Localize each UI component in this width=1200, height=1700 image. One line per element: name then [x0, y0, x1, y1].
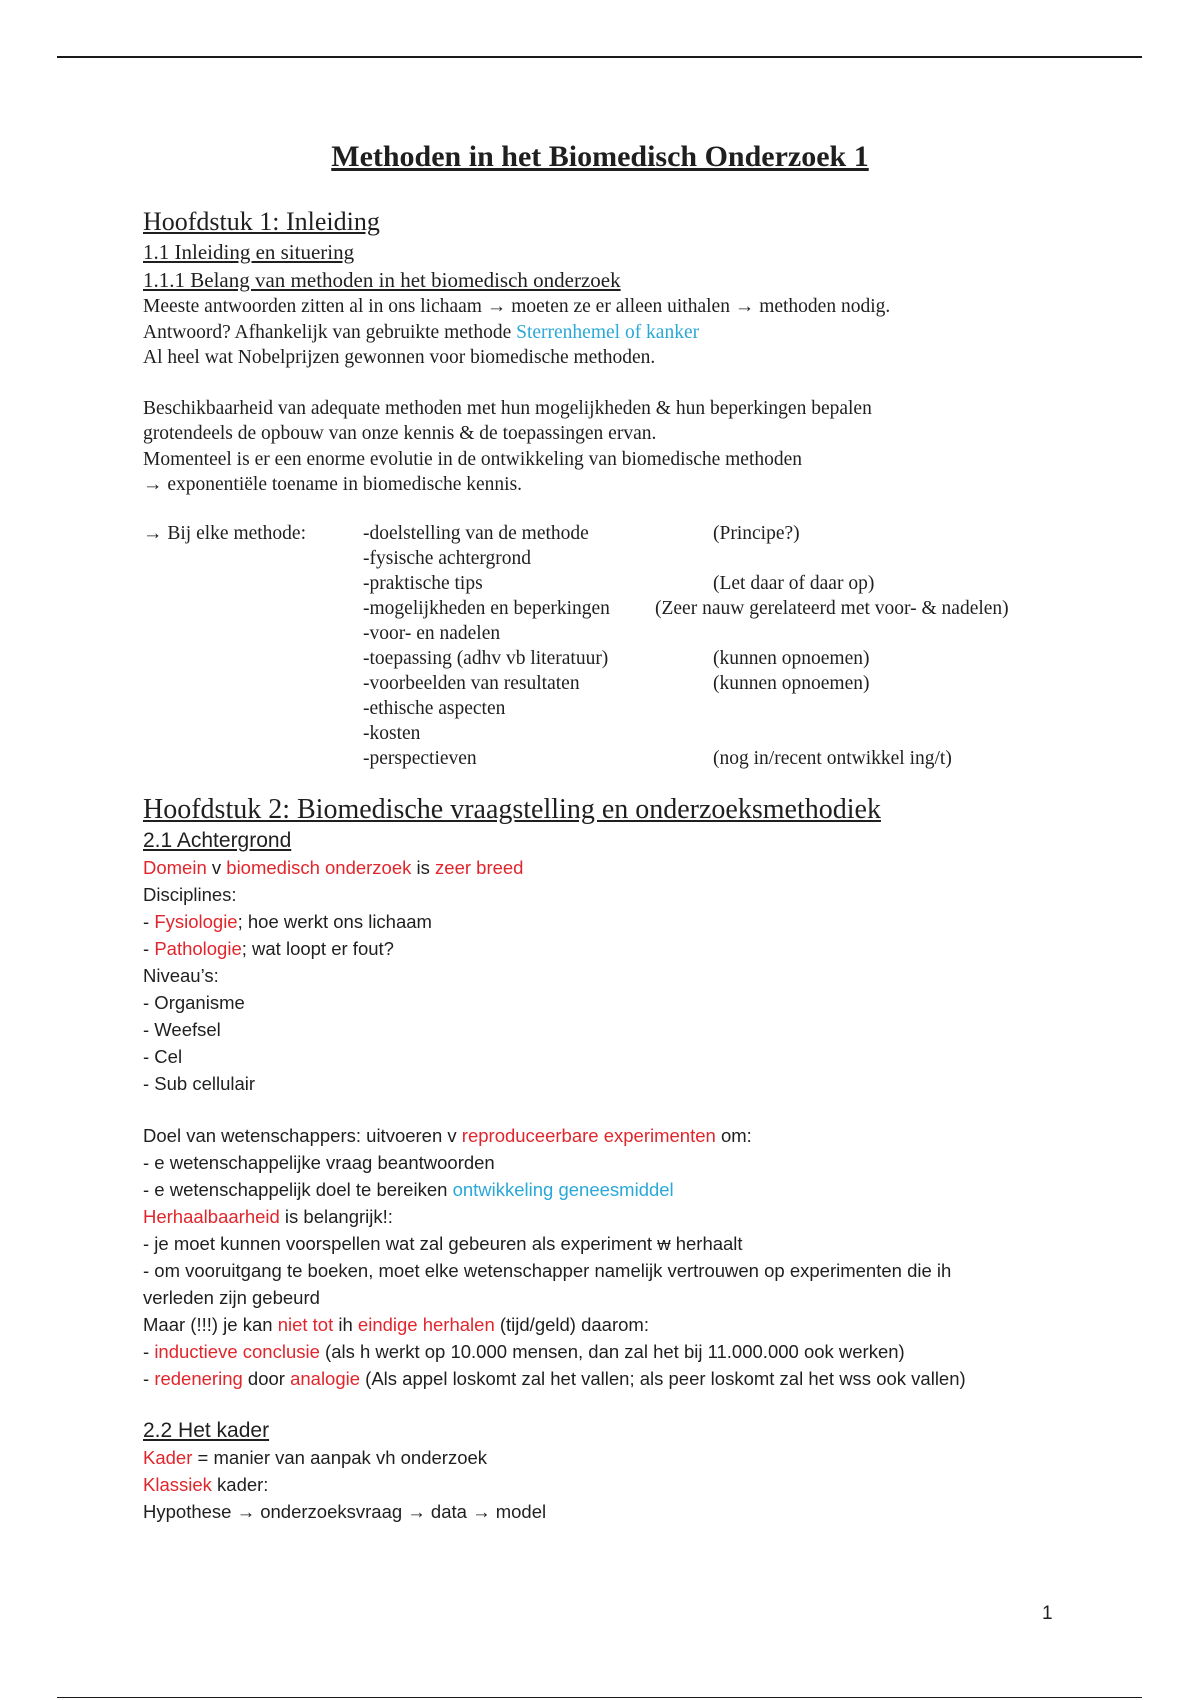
method-item: -fysische achtergrond — [363, 547, 532, 569]
section-2-2-heading: 2.2 Het kader — [143, 1418, 270, 1442]
list-item: - Weefsel — [143, 1018, 221, 1040]
page-content — [143, 140, 1103, 1525]
method-item: -kosten — [363, 722, 421, 744]
chapter-2-heading: Hoofdstuk 2: Biomedische vraagstelling en onderzoeksmethodiek — [143, 793, 881, 825]
paragraph-line: Disciplines: — [143, 883, 237, 905]
method-item: -praktische tips — [363, 572, 483, 594]
paragraph-line: Meeste antwoorden zitten al in ons lichaam → moeten ze er alleen uithalen → methoden nodig. — [143, 296, 891, 317]
section-1-1-heading: 1.1 Inleiding en situering — [143, 240, 355, 264]
list-item: - Fysiologie; hoe werkt ons lichaam — [143, 910, 432, 932]
paragraph-line: Al heel wat Nobelprijzen gewonnen voor biomedische methoden. — [143, 347, 656, 368]
paragraph-line: Kader = manier van aanpak vh onderzoek — [143, 1446, 488, 1468]
paragraph-line: Domein v biomedisch onderzoek is zeer breed — [143, 856, 524, 878]
method-note: (Principe?) — [713, 522, 800, 544]
list-item: - je moet kunnen voorspellen wat zal gebeuren als experiment w herhaalt — [143, 1232, 743, 1254]
paragraph-line: Herhaalbaarheid is belangrijk!: — [143, 1205, 393, 1227]
paragraph-line: → exponentiële toename in biomedische kennis. — [143, 474, 523, 495]
list-item: - e wetenschappelijk doel te bereiken ontwikkeling geneesmiddel — [143, 1178, 674, 1200]
list-item: - Pathologie; wat loopt er fout? — [143, 937, 394, 959]
paragraph-line: Niveau’s: — [143, 964, 219, 986]
paragraph-line: Maar (!!!) je kan niet tot ih eindige herhalen (tijd/geld) daarom: — [143, 1313, 649, 1335]
method-lead: → Bij elke methode: — [143, 522, 307, 544]
paragraph-line: Beschikbaarheid van adequate methoden met hun mogelijkheden & hun beperkingen bepalen — [143, 397, 872, 419]
paragraph-line: Doel van wetenschappers: uitvoeren v reproduceerbare experimenten om: — [143, 1124, 752, 1146]
document-title: Methoden in het Biomedisch Onderzoek 1 — [331, 140, 869, 173]
method-note: (kunnen opnoemen) — [713, 672, 870, 694]
method-item: -doelstelling van de methode — [363, 522, 589, 544]
method-note: (Let daar of daar op) — [713, 572, 875, 594]
method-item: -toepassing (adhv vb literatuur) — [363, 647, 609, 669]
list-item: - redenering door analogie (Als appel loskomt zal het vallen; als peer loskomt zal het wss ook vallen) — [143, 1367, 966, 1389]
method-note: (Zeer nauw gerelateerd met voor- & nadelen) — [655, 597, 1009, 619]
method-note: (kunnen opnoemen) — [713, 647, 870, 669]
section-2-1-heading: 2.1 Achtergrond — [143, 828, 292, 852]
paragraph-line: Hypothese → onderzoeksvraag → data → model — [143, 1500, 547, 1522]
method-item: -voor- en nadelen — [363, 622, 501, 644]
paragraph-line: Klassiek kader: — [143, 1473, 269, 1495]
list-item: - e wetenschappelijke vraag beantwoorden — [143, 1151, 495, 1173]
method-item: -ethische aspecten — [363, 697, 506, 719]
method-item: -voorbeelden van resultaten — [363, 672, 580, 694]
paragraph-line: Antwoord? Afhankelijk van gebruikte methode Sterrenhemel of kanker — [143, 321, 700, 343]
paragraph-line: Momenteel is er een enorme evolutie in de ontwikkeling van biomedische methoden — [143, 448, 803, 470]
list-item: - Organisme — [143, 991, 245, 1013]
chapter-1-heading: Hoofdstuk 1: Inleiding — [143, 207, 380, 236]
section-1-1-1-heading: 1.1.1 Belang van methoden in het biomedisch onderzoek — [143, 268, 621, 292]
top-rule — [57, 56, 1142, 58]
method-aspects-list — [143, 523, 1103, 773]
list-item: - Cel — [143, 1045, 183, 1067]
method-note: (nog in/recent ontwikkel ing/t) — [713, 747, 952, 769]
bottom-rule — [57, 1697, 1142, 1698]
list-item: - inductieve conclusie (als h werkt op 10.000 mensen, dan zal het bij 11.000.000 ook werken) — [143, 1340, 905, 1362]
method-item: -perspectieven — [363, 747, 477, 769]
example-link-text: Sterrenhemel of kanker — [516, 321, 700, 343]
paragraph-line: grotendeels de opbouw van onze kennis & de toepassingen ervan. — [143, 423, 657, 444]
list-item: - Sub cellulair — [143, 1072, 256, 1094]
list-item: - om vooruitgang te boeken, moet elke wetenschapper namelijk vertrouwen op experimenten die ih — [143, 1259, 952, 1281]
page-number: 1 — [1042, 1603, 1053, 1624]
paragraph-line: verleden zijn gebeurd — [143, 1286, 320, 1308]
method-item: -mogelijkheden en beperkingen — [363, 597, 610, 619]
